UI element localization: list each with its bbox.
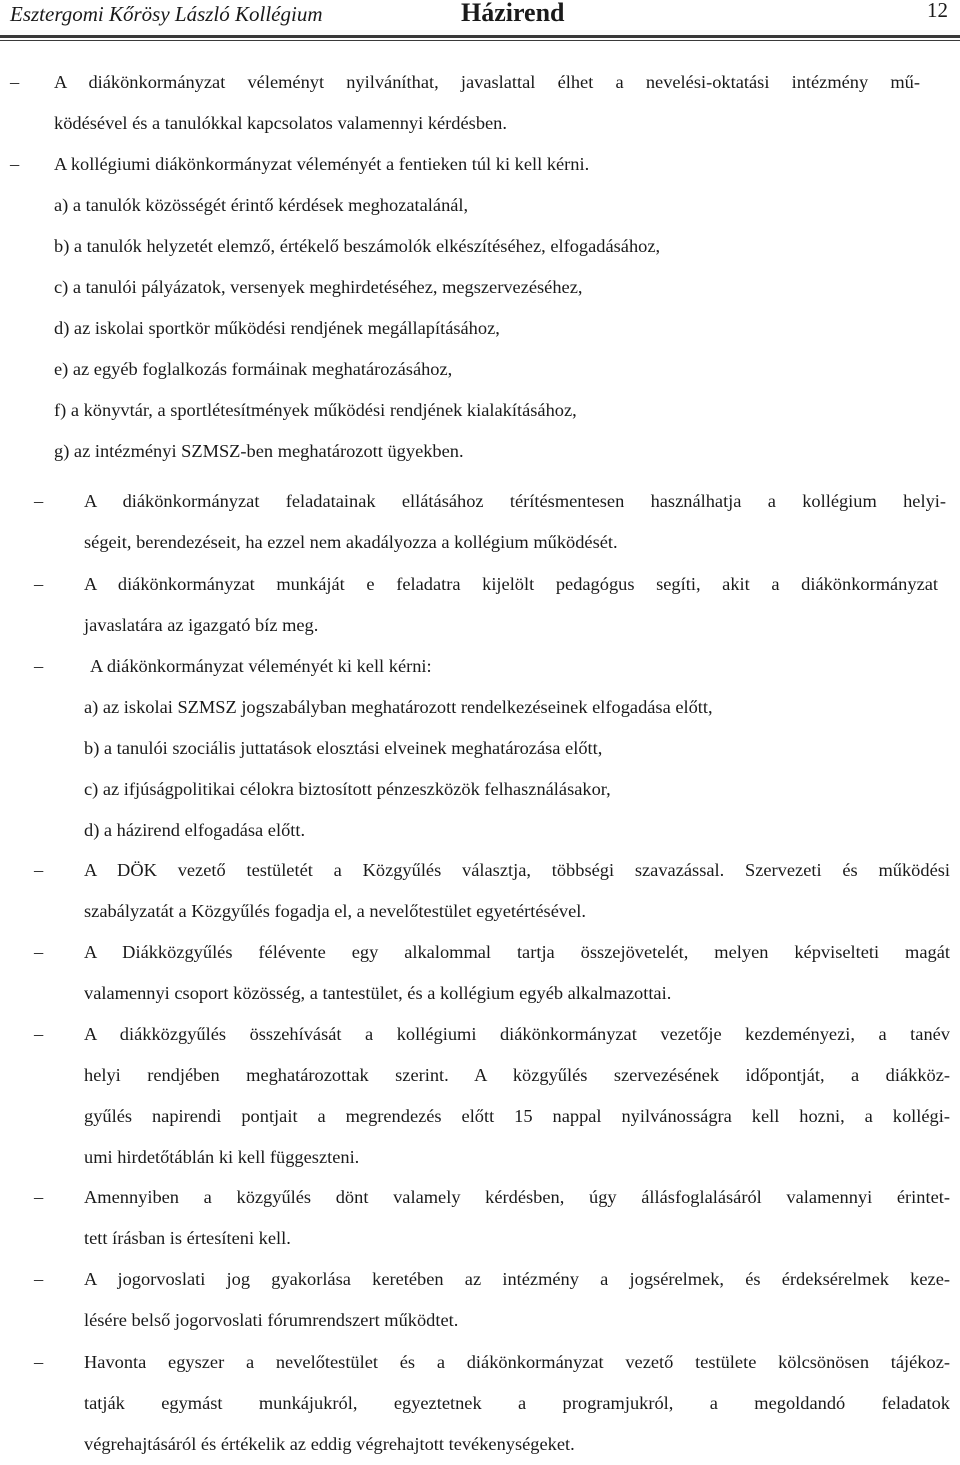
- text-line: valamennyi csoport közösség, a tantestület, és a kollégium egyéb alkalmazottai.: [84, 983, 672, 1003]
- bullet-dash: –: [34, 491, 44, 511]
- sublist-item: a) az iskolai SZMSZ jogszabályban meghatározott rendelkezéseinek elfogadása előtt,: [84, 697, 713, 717]
- institution-name: Esztergomi Kőrösy László Kollégium: [10, 2, 323, 26]
- bullet-dash: –: [34, 1024, 44, 1044]
- paragraph-item: [84, 481, 946, 563]
- header-rule: [0, 35, 960, 38]
- text-line: A diákönkormányzat munkáját e feladatra kijelölt pedagógus segíti, akit a diákönkormányzat: [84, 574, 938, 594]
- text-line: A kollégiumi diákönkormányzat véleményét a fentieken túl ki kell kérni.: [54, 154, 590, 174]
- paragraph-item: [54, 62, 920, 144]
- paragraph-item: [84, 850, 950, 932]
- sublist-item: c) az ifjúságpolitikai célokra biztosított pénzeszközök felhasználásakor,: [84, 779, 611, 799]
- sublist-item: b) a tanulói szociális juttatások elosztási elveinek meghatározása előtt,: [84, 738, 603, 758]
- bullet-dash: –: [34, 1269, 44, 1289]
- bullet-dash: –: [34, 1352, 44, 1372]
- text-line: lésére belső jogorvoslati fórumrendszert működtet.: [84, 1310, 459, 1330]
- bullet-dash: –: [10, 72, 20, 92]
- document-title: Házirend: [461, 0, 565, 27]
- text-line: A diákönkormányzat véleményt nyilváníthat, javaslattal élhet a nevelési-oktatási intézmény mű-: [54, 72, 920, 92]
- sublist-item: g) az intézményi SZMSZ-ben meghatározott ügyekben.: [54, 441, 464, 461]
- bullet-dash: –: [34, 942, 44, 962]
- text-line: ségeit, berendezéseit, ha ezzel nem akadályozza a kollégium működését.: [84, 532, 618, 552]
- text-line: tett írásban is értesíteni kell.: [84, 1228, 291, 1248]
- paragraph-item: [84, 932, 950, 1014]
- bullet-dash: –: [34, 1187, 44, 1207]
- text-line: tatják egymást munkájukról, egyeztetnek a programjukról, a megoldandó feladatok: [84, 1393, 950, 1413]
- header-rule-thin: [0, 40, 960, 41]
- sublist-item: a) a tanulók közösségét érintő kérdések meghozatalánál,: [54, 195, 469, 215]
- text-line: ködésével és a tanulókkal kapcsolatos valamennyi kérdésben.: [54, 113, 507, 133]
- paragraph-item: [84, 564, 938, 646]
- bullet-dash: –: [34, 860, 44, 880]
- paragraph-item: [84, 1342, 950, 1465]
- sublist-item: d) a házirend elfogadása előtt.: [84, 820, 306, 840]
- paragraph-item: [84, 1014, 950, 1178]
- text-line: Havonta egyszer a nevelőtestület és a diákönkormányzat vezető testülete kölcsönösen tájékoz-: [84, 1352, 950, 1372]
- bullet-dash: –: [10, 154, 20, 174]
- text-line: A diákönkormányzat feladatainak ellátásához térítésmentesen használhatja a kollégium helyi-: [84, 491, 946, 511]
- text-line: szabályzatát a Közgyűlés fogadja el, a nevelőtestület egyetértésével.: [84, 901, 586, 921]
- sublist-item: d) az iskolai sportkör működési rendjének megállapításához,: [54, 318, 500, 338]
- text-line: A jogorvoslati jog gyakorlása keretében az intézmény a jogsérelmek, és érdeksérelmek keze-: [84, 1269, 950, 1289]
- text-line: Amennyiben a közgyűlés dönt valamely kérdésben, úgy állásfoglalásáról valamennyi érintet-: [84, 1187, 950, 1207]
- page-header: [0, 0, 960, 40]
- paragraph-item: [54, 144, 589, 185]
- paragraph-item: [84, 1177, 950, 1259]
- text-line: javaslatára az igazgató bíz meg.: [84, 615, 319, 635]
- text-line: gyűlés napirendi pontjait a megrendezés előtt 15 nappal nyilvánosságra kell hozni, a kollégi-: [84, 1106, 950, 1126]
- text-line: A Diákközgyűlés félévente egy alkalommal tartja összejövetelét, melyen képviselteti magát: [84, 942, 950, 962]
- text-line: végrehajtásáról és értékelik az eddig végrehajtott tevékenységeket.: [84, 1434, 575, 1454]
- text-line: A diákönkormányzat véleményét ki kell kérni:: [90, 656, 432, 676]
- paragraph-item: [84, 1259, 950, 1341]
- sublist-item: f) a könyvtár, a sportlétesítmények működési rendjének kialakításához,: [54, 400, 577, 420]
- sublist-item: e) az egyéb foglalkozás formáinak meghatározásához,: [54, 359, 453, 379]
- sublist-item: c) a tanulói pályázatok, versenyek meghirdetéséhez, megszervezéséhez,: [54, 277, 583, 297]
- page-number: 12: [927, 0, 948, 22]
- text-line: umi hirdetőtáblán ki kell függeszteni.: [84, 1147, 360, 1167]
- bullet-dash: –: [34, 656, 44, 676]
- sublist: [54, 185, 660, 472]
- bullet-dash: –: [34, 574, 44, 594]
- text-line: A diákközgyűlés összehívását a kollégiumi diákönkormányzat vezetője kezdeményezi, a tanév: [84, 1024, 950, 1044]
- sublist-item: b) a tanulók helyzetét elemző, értékelő beszámolók elkészítéséhez, elfogadásához,: [54, 236, 661, 256]
- text-line: A DÖK vezető testületét a Közgyűlés választja, többségi szavazással. Szervezeti és működési: [84, 860, 950, 880]
- paragraph-item: [90, 646, 432, 687]
- sublist: [84, 687, 713, 851]
- text-line: helyi rendjében meghatározottak szerint. A közgyűlés szervezésének időpontját, a diákköz-: [84, 1065, 950, 1085]
